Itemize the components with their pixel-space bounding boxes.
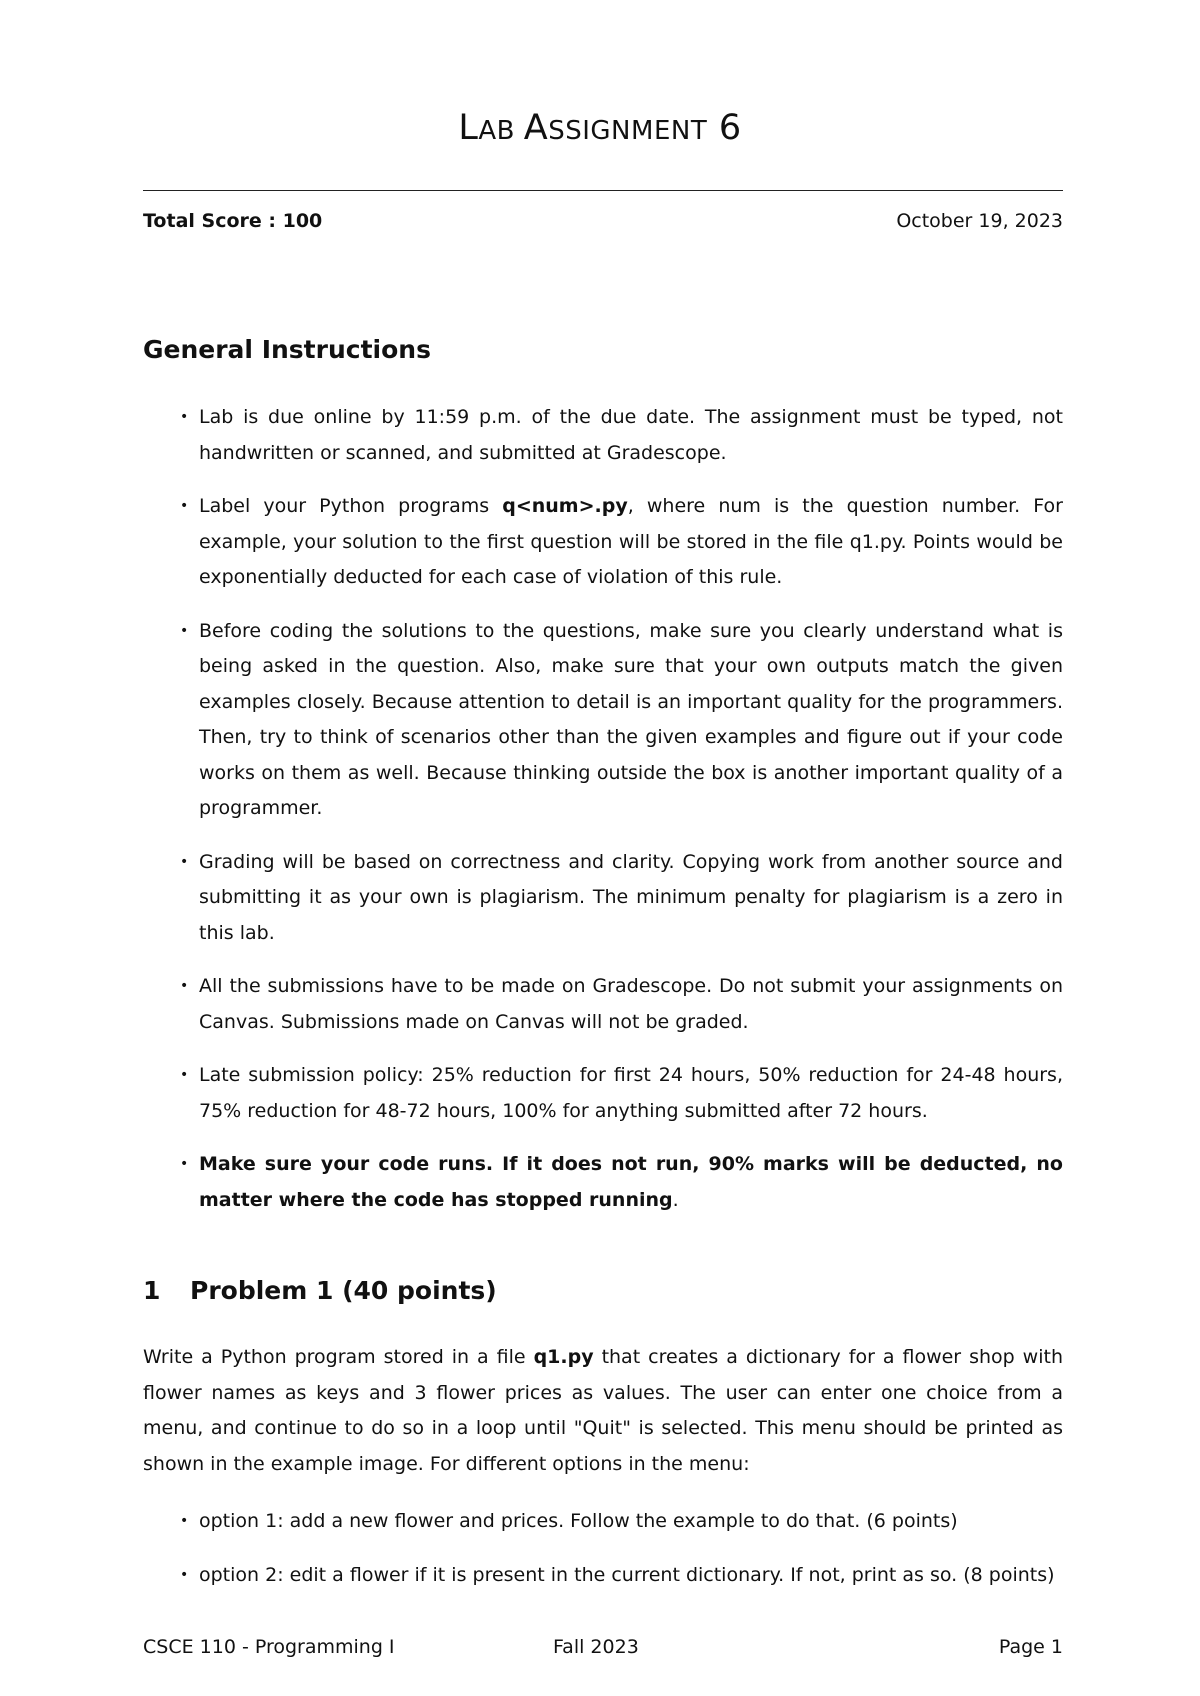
bullet-icon: • [180,498,189,514]
bullet-icon: • [180,622,189,639]
list-item: • Lab is due online by 11:59 p.m. of the due date. The assignment must be typed, not handwritten or scanned, and submitted at Gradescope. [143,400,1063,471]
general-instructions-heading: General Instructions [143,335,431,364]
list-item: • Late submission policy: 25% reduction for first 24 hours, 50% reduction for 24-48 hours, 75% reduction for 48-72 hours, 100% for anything submitted after 72 hours. [143,1058,1063,1129]
bullet-icon: • [180,409,189,425]
footer-course: CSCE 110 - Programming I [143,1636,395,1658]
total-score: Total Score : 100 [143,210,323,232]
list-item: • Make sure your code runs. If it does not run, 90% marks will be deducted, no matter where the code has stopped running. [143,1147,1063,1218]
problem-1-heading: 1 Problem 1 (40 points) [143,1276,497,1305]
page-title: LAB ASSIGNMENT 6 [458,108,742,148]
list-item: • option 2: edit a flower if it is present in the current dictionary. If not, print as so. (8 points) [143,1558,1063,1594]
bullet-icon: • [180,1513,189,1529]
bullet-icon: • [180,1566,189,1583]
general-instructions-list [143,400,1063,1236]
footer-page-number: Page 1 [998,1636,1063,1658]
list-item: • Grading will be based on correctness and clarity. Copying work from another source and submitting it as your own is plagiarism. The minimum penalty for plagiarism is a zero in this lab. [143,845,1063,952]
title-divider [143,190,1063,191]
list-item: • option 1: add a new flower and prices. Follow the example to do that. (6 points) [143,1504,1063,1540]
footer-term: Fall 2023 [553,1636,639,1658]
bullet-icon: • [180,1067,189,1083]
bullet-icon: • [180,853,189,870]
assignment-date: October 19, 2023 [896,210,1063,232]
problem-1-description: Write a Python program stored in a file q1.py that creates a dictionary for a flower shop with flower names as keys and 3 flower prices as values. The user can enter one choice from a menu, and continue to do so in a loop until "Quit" is selected. This menu should be printed as shown in the example image. For different options in the menu: [143,1346,1063,1475]
problem-1-options-list [143,1504,1063,1611]
list-item: • Before coding the solutions to the questions, make sure you clearly understand what is being asked in the question. Also, make sure that your own outputs match the given examples closely. Because attention to detail is an important quality for the programmers. Then, try to think of scenarios other than the given examples and figure out if your code works on them as well. Because thinking outside the box is another important quality of a programmer. [143,614,1063,827]
bullet-icon: • [180,978,189,994]
bullet-icon: • [180,1156,189,1172]
list-item: • All the submissions have to be made on Gradescope. Do not submit your assignments on Canvas. Submissions made on Canvas will not be graded. [143,969,1063,1040]
list-item: • Label your Python programs q<num>.py, where num is the question number. For example, your solution to the first question will be stored in the file q1.py. Points would be exponentially deducted for each case of violation of this rule. [143,489,1063,596]
